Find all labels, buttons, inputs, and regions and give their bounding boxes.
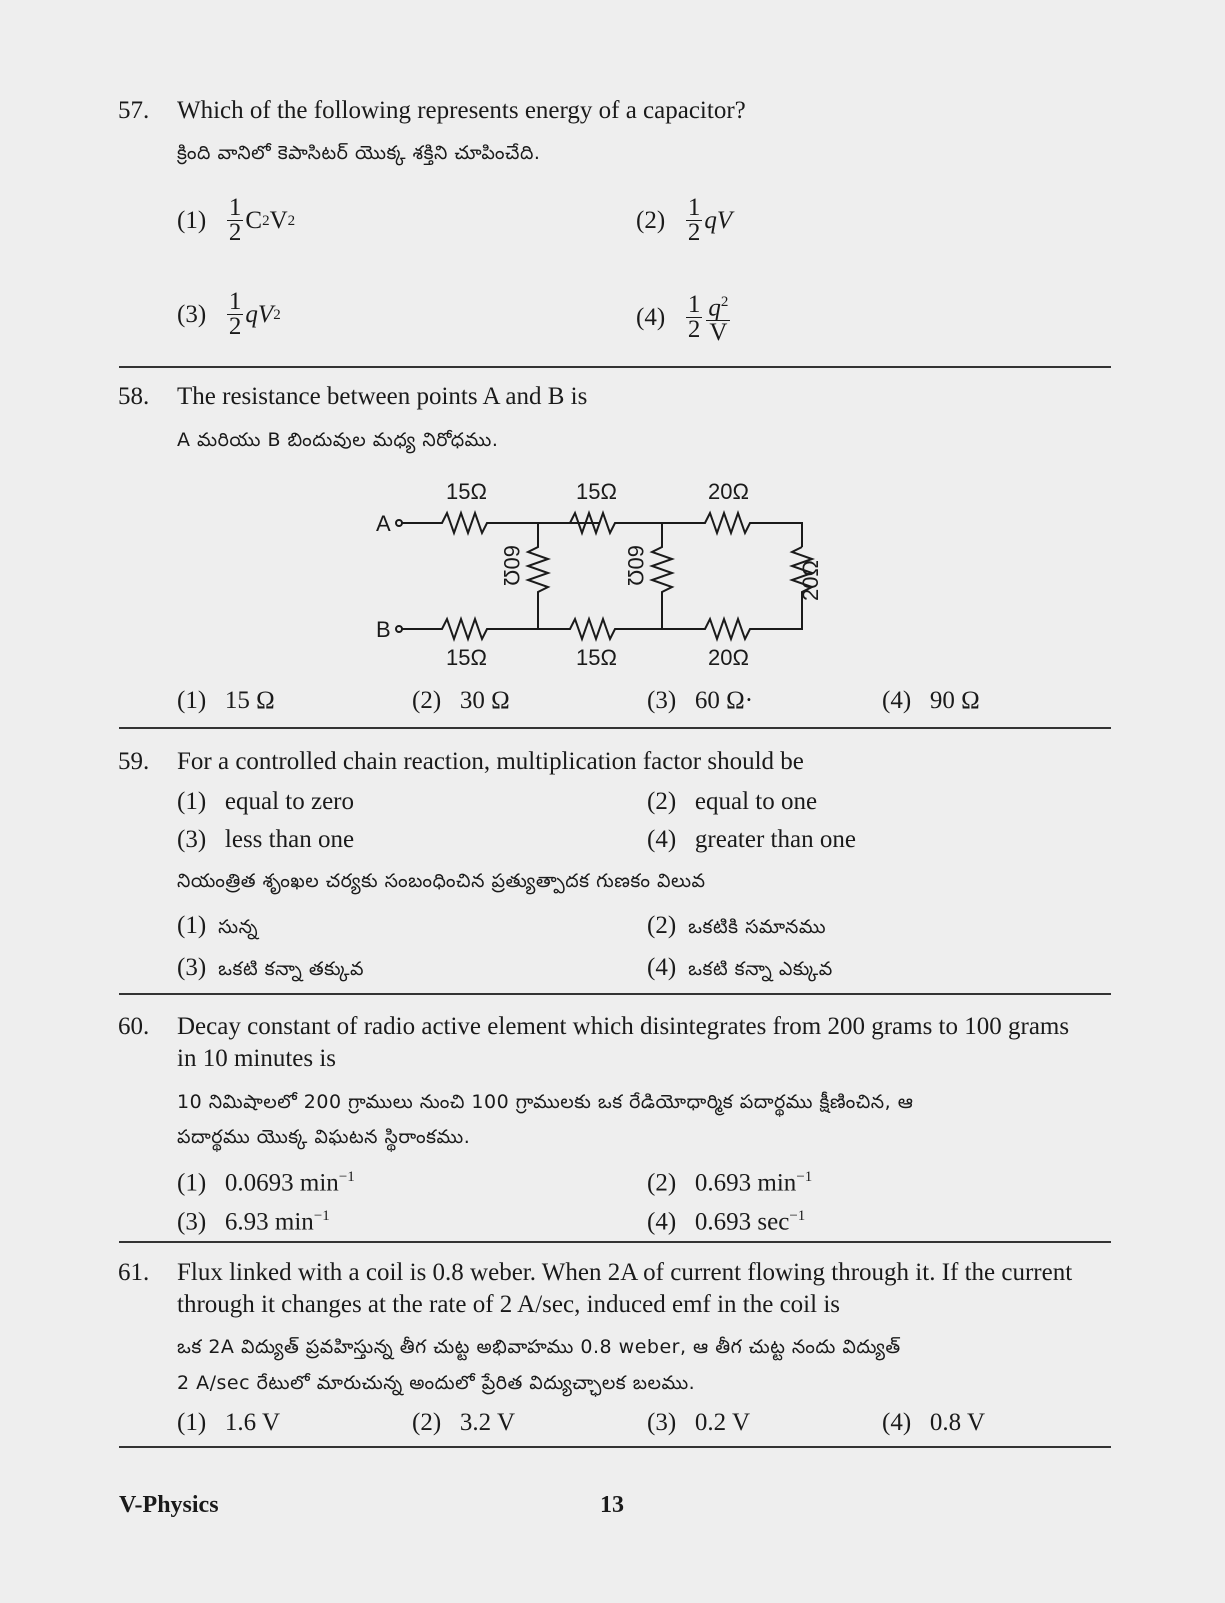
top-wire-2 [538, 513, 662, 533]
q59-option-en-4: (4) greater than one [647, 826, 856, 853]
footer-subject: V-Physics [119, 1492, 219, 1518]
q58-option-4: (4) 90 Ω [882, 687, 980, 714]
fraction: $\frac{1}{2}$ [228, 194, 242, 246]
q60-number: 60. [118, 1013, 150, 1040]
q61-option-1: (1) 1.6 V [177, 1409, 281, 1436]
q61-option-4: (4) 0.8 V [882, 1409, 986, 1436]
q58-option-3: (3) 60 Ω· [647, 687, 754, 714]
q59-number: 59. [118, 748, 150, 775]
q60-option-2: (2) 0.693 $\min^{-1}$ [647, 1169, 813, 1197]
q59-text-te: నియంత్రిత శృంఖల చర్యకు సంబంధించిన ప్రత్యుత్పాదక గుణకం విలువ [177, 870, 706, 892]
vertical-resistor-label-3: 20Ω [798, 560, 823, 601]
divider [119, 993, 1111, 995]
q59-text-en: For a controlled chain reaction, multiplication factor should be [177, 748, 804, 775]
q61-text-en-line1: Flux linked with a coil is 0.8 weber. When 2A of current flowing through it. If the current [177, 1259, 1073, 1286]
q60-text-te-line1: 10 నిమిషాలలో 200 గ్రాములు నుంచి 100 గ్రాములకు ఒక రేడియోధార్మిక పదార్థము క్షీణించిన, ఆ [177, 1091, 914, 1113]
q61-number: 61. [118, 1259, 150, 1286]
top-resistor-label-1: 15Ω [446, 479, 487, 504]
q60-option-3: (3) 6.93 $\min^{-1}$ [177, 1208, 330, 1236]
q58-option-2: (2) 30 Ω [412, 687, 510, 714]
q58-text-te: A మరియు B బిందువుల మధ్య నిరోధము. [177, 429, 499, 451]
q57-text-en: Which of the following represents energy of a capacitor? [177, 97, 746, 124]
bottom-wire [402, 619, 538, 639]
top-resistor-label-3: 20Ω [708, 479, 749, 504]
q57-option-4: (4) $\frac{1}{2}$ $\frac{q^2}{V}$ [636, 291, 729, 347]
node-b-terminal [396, 626, 402, 632]
q59-option-en-1: (1) equal to zero [177, 788, 355, 815]
fraction: $\frac{1}{2}$ [687, 291, 701, 344]
q60-text-en-line2: in 10 minutes is [177, 1045, 337, 1072]
q59-option-en-2: (2) equal to one [647, 788, 818, 815]
q61-option-2: (2) 3.2 V [412, 1409, 516, 1436]
q57-option-3: (3) $\frac{1}{2}$ qV 2 [177, 288, 281, 340]
q59-option-te-1: (1) సున్న [177, 912, 259, 939]
fraction: $\frac{1}{2}$ [228, 288, 242, 340]
q57-option-2: (2) $\frac{1}{2}$ qV [636, 194, 733, 246]
q58-number: 58. [118, 383, 150, 410]
node-a-label: A [376, 511, 391, 536]
divider [119, 366, 1111, 368]
fraction: $\frac{1}{2}$ [687, 194, 701, 246]
bottom-wire-2 [538, 619, 662, 639]
q59-option-te-2: (2) ఒకటికి సమానము [647, 912, 827, 939]
q61-option-3: (3) 0.2 V [647, 1409, 751, 1436]
q61-text-te-line1: ఒక 2A విద్యుత్ ప్రవహిస్తున్న తీగ చుట్ట అభివాహము 0.8 weber, ఆ తీగ చుట్ట నందు విద్యుత్ [177, 1336, 901, 1358]
q58-text-en: The resistance between points A and B is [177, 383, 588, 410]
footer-page-number: 13 [600, 1492, 624, 1518]
divider [119, 727, 1111, 729]
divider [119, 1241, 1111, 1243]
q61-text-te-line2: 2 A/sec రేటులో మారుచున్న అందులో ప్రేరిత విద్యుచ్ఛాలక బలము. [177, 1372, 696, 1394]
bottom-resistor-label-1: 15Ω [446, 645, 487, 670]
vertical-resistor-1 [528, 523, 548, 629]
bottom-resistor-label-2: 15Ω [576, 645, 617, 670]
top-resistor-label-2: 15Ω [576, 479, 617, 504]
fraction: $\frac{q^2}{V}$ [706, 290, 730, 345]
q59-option-te-4: (4) ఒకటి కన్నా ఎక్కువ [647, 954, 833, 981]
bottom-wire-3 [662, 605, 802, 639]
resistor-circuit-diagram [370, 475, 850, 675]
bottom-resistor-label-3: 20Ω [708, 645, 749, 670]
q57-text-te: క్రింది వానిలో కెపాసిటర్ యొక్క శక్తిని చూపించేది. [177, 142, 541, 164]
top-wire-3 [662, 513, 802, 547]
vertical-resistor-label-2: 60Ω [623, 545, 648, 586]
q58-option-1: (1) 15 Ω [177, 687, 275, 714]
q60-option-4: (4) 0.693 $\sec^{-1}$ [647, 1208, 806, 1236]
q61-text-en-line2: through it changes at the rate of 2 A/sec, induced emf in the coil is [177, 1291, 841, 1318]
q59-option-en-3: (3) less than one [177, 826, 355, 853]
vertical-resistor-label-1: 60Ω [499, 545, 524, 586]
q57-number: 57. [118, 97, 150, 124]
node-a-terminal [396, 520, 402, 526]
q60-text-en-line1: Decay constant of radio active element which disintegrates from 200 grams to 100 grams [177, 1013, 1070, 1040]
node-b-label: B [376, 617, 391, 642]
q60-text-te-line2: పదార్థము యొక్క విఘటన స్థిరాంకము. [177, 1126, 471, 1148]
q60-option-1: (1) 0.0693 $\min^{-1}$ [177, 1169, 355, 1197]
q57-option-1: (1) $\frac{1}{2}$ C 2 V 2 [177, 194, 296, 246]
q59-option-te-3: (3) ఒకటి కన్నా తక్కువ [177, 954, 364, 981]
vertical-resistor-2 [652, 523, 672, 629]
divider [119, 1446, 1111, 1448]
